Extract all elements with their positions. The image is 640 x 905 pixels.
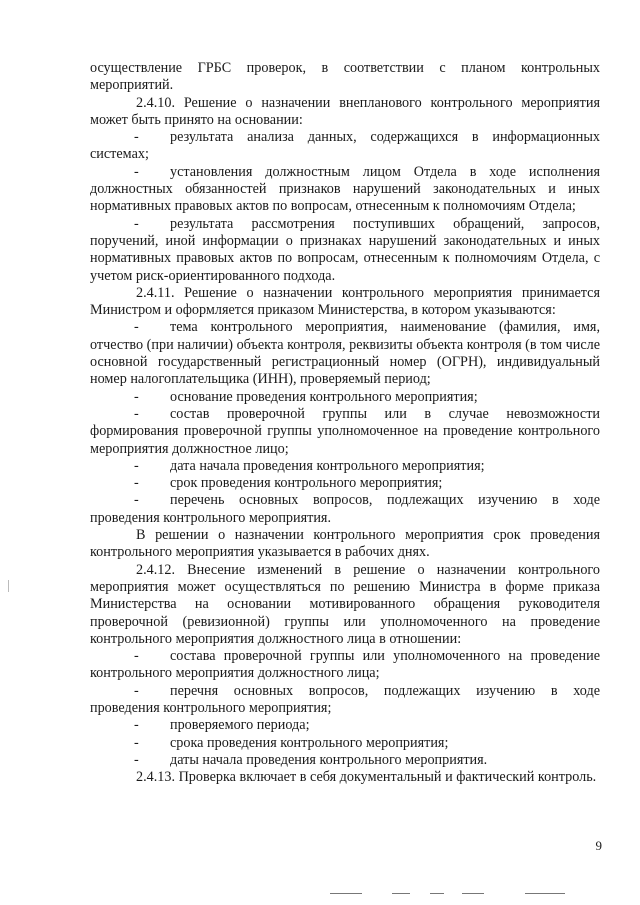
bullet-item <box>90 492 600 527</box>
bullet-item <box>90 475 600 492</box>
bullet-text: тема контрольного мероприятия, наименование (фамилия, имя, отчество (при наличии) объекта контроля, реквизиты объекта контроля (в том числе основной государственный регистрационный номер (ОГРН), индивидуальный номер налогоплательщика (ИНН), проверяемый период; <box>90 319 600 388</box>
scan-artifact <box>8 580 9 592</box>
paragraph: 2.4.10. Решение о назначении внепланового контрольного мероприятия может быть принято на основании: <box>90 94 600 128</box>
scan-artifact <box>330 893 362 894</box>
bullet-text: состава проверочной группы или уполномоченного на проведение контрольного мероприятия должностного лица; <box>90 648 600 682</box>
bullet-item <box>90 129 600 164</box>
bullet-dash: - <box>134 475 139 492</box>
bullet-text: срока проведения контрольного мероприятия; <box>170 734 449 751</box>
bullet-dash: - <box>134 492 139 509</box>
bullet-dash: - <box>134 215 139 232</box>
bullet-text: состав проверочной группы или в случае невозможности формирования проверочной группы уполномоченное на проведение контрольного мероприятия должностное лицо; <box>90 405 600 457</box>
bullet-text: результата анализа данных, содержащихся в информационных системах; <box>90 129 600 163</box>
scan-artifact <box>525 893 565 894</box>
bullet-text: срок проведения контрольного мероприятия; <box>170 475 443 492</box>
bullet-dash: - <box>134 457 139 474</box>
paragraph: В решении о назначении контрольного мероприятия срок проведения контрольного мероприятия указывается в рабочих днях. <box>90 527 600 561</box>
bullet-text: даты начала проведения контрольного мероприятия. <box>170 751 488 768</box>
paragraph: 2.4.12. Внесение изменений в решение о назначении контрольного мероприятия может осуществляться по решению Министра в форме приказа Министерства на основании мотивированного обращения руководителя проверочной (ревизионной) группы или уполномоченного на проведение контрольного мероприятия должностного лица в отношении: <box>90 561 600 647</box>
bullet-item <box>90 319 600 388</box>
bullet-dash: - <box>134 388 139 405</box>
bullet-dash: - <box>134 648 139 665</box>
bullet-item <box>90 458 600 475</box>
bullet-dash: - <box>134 405 139 422</box>
bullet-item <box>90 648 600 683</box>
paragraph: осуществление ГРБС проверок, в соответствии с планом контрольных мероприятий. <box>90 60 600 94</box>
bullet-dash: - <box>134 163 139 180</box>
paragraph: 2.4.13. Проверка включает в себя документальный и фактический контроль. <box>136 769 597 786</box>
bullet-item <box>90 164 600 216</box>
bullet-item <box>90 752 600 769</box>
scan-artifact <box>462 893 484 894</box>
bullet-text: проверяемого периода; <box>170 717 310 734</box>
bullet-item <box>90 717 600 734</box>
bullet-item <box>90 216 600 285</box>
bullet-dash: - <box>134 734 139 751</box>
bullet-text: перечня основных вопросов, подлежащих изучению в ходе проведения контрольного мероприятия; <box>90 682 600 716</box>
bullet-dash: - <box>134 319 139 336</box>
bullet-text: дата начала проведения контрольного мероприятия; <box>170 457 485 474</box>
page-number: 9 <box>595 838 602 853</box>
bullet-dash: - <box>134 682 139 699</box>
bullet-item <box>90 683 600 718</box>
bullet-text: результата рассмотрения поступивших обращений, запросов, поручений, иной информации о признаках нарушений законодательных и иных нормативных правовых актов по вопросам, отнесенным к полномочиям Отдела, с учетом риск-ориентированного подхода. <box>90 215 600 284</box>
bullet-dash: - <box>134 717 139 734</box>
scan-artifact <box>430 893 444 894</box>
bullet-text: установления должностным лицом Отдела в ходе исполнения должностных обязанностей признаков нарушений законодательных и иных нормативных правовых актов по вопросам, отнесенным к полномочиям Отдела; <box>90 163 600 215</box>
scan-artifact <box>392 893 410 894</box>
bullet-text: перечень основных вопросов, подлежащих изучению в ходе проведения контрольного мероприятия. <box>90 492 600 526</box>
bullet-text: основание проведения контрольного мероприятия; <box>170 388 478 405</box>
bullet-item <box>90 735 600 752</box>
bullet-dash: - <box>134 129 139 146</box>
bullet-dash: - <box>134 751 139 768</box>
document-body <box>90 60 600 786</box>
bullet-item <box>90 389 600 406</box>
paragraph: 2.4.11. Решение о назначении контрольного мероприятия принимается Министром и оформляется приказом Министерства, в котором указываются: <box>90 284 600 319</box>
bullet-item <box>90 406 600 458</box>
